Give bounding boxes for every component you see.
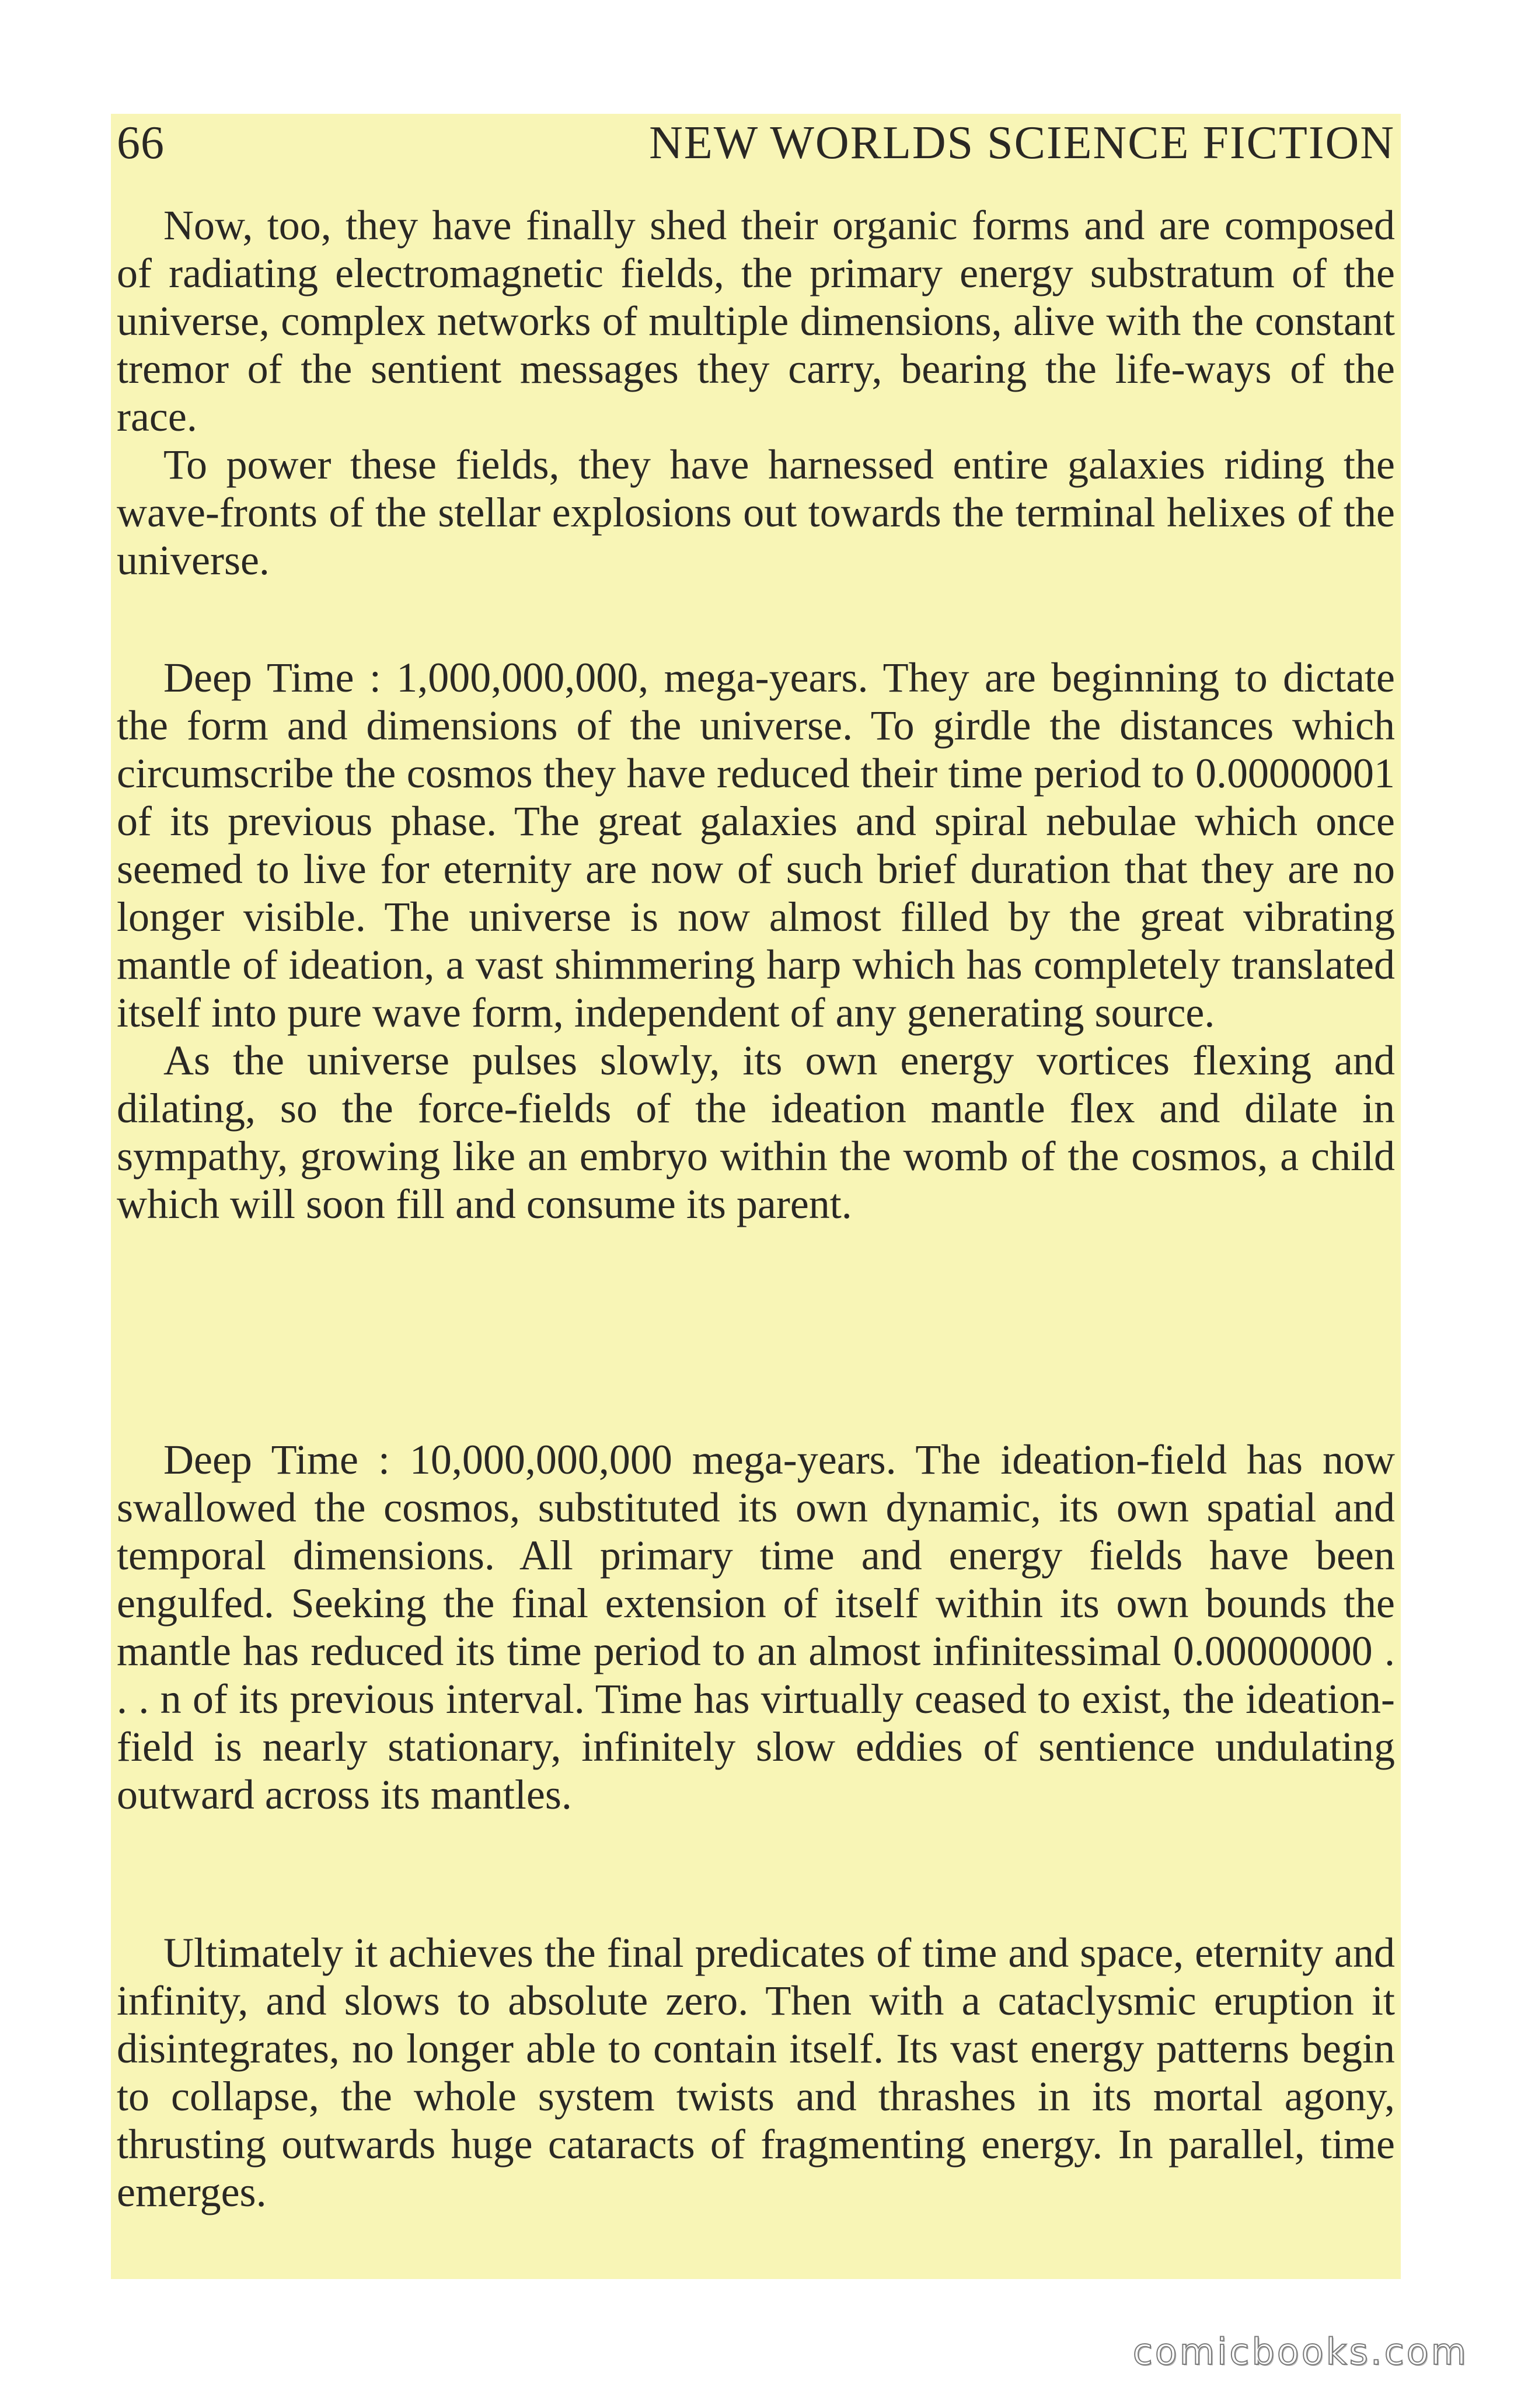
journal-title: NEW WORLDS SCIENCE FICTION (649, 117, 1395, 169)
paragraph: Now, too, they have finally shed their organic forms and are composed of radiating electromagnetic fields, the primary energy substratum of the universe, complex networks of multiple dimensions, alive with the constant tremor of the sentient messages they carry, bearing the life-ways of the race. (117, 202, 1395, 440)
running-head (117, 111, 1395, 175)
paragraph: As the universe pulses slowly, its own energy vortices flexing and dilating, so the force-fields of the ideation mantle flex and dilate in sympathy, growing like an embryo within the womb of the cosmos, a child which will soon fill and consume its parent. (117, 1037, 1395, 1227)
section-one (117, 201, 1395, 584)
watermark: comicbooks.com (1132, 2330, 1468, 2373)
paragraph: Deep Time : 10,000,000,000 mega-years. The ideation-field has now swallowed the cosmos, substituted its own dynamic, its own spatial and temporal dimensions. All primary time and energy fields have been engulfed. Seeking the final extension of itself within its own bounds the mantle has reduced its time period to an almost infinitessimal 0.00000000 . . . n of its previous interval. Time has virtually ceased to exist, the ideation-field is nearly stationary, infinitely slow eddies of sentience undulating outward across its mantles. (117, 1436, 1395, 1818)
paragraph: Ultimately it achieves the final predicates of time and space, eternity and infinity, and slows to absolute zero. Then with a cataclysmic eruption it disintegrates, no longer able to contain itself. Its vast energy patterns begin to collapse, the whole system twists and thrashes in its mortal agony, thrusting outwards huge cataracts of fragmenting energy. In parallel, time emerges. (117, 1929, 1395, 2215)
paragraph: To power these fields, they have harnessed entire galaxies riding the wave-fronts of the stellar explosions out towards the terminal helixes of the universe. (117, 441, 1395, 584)
section-three (117, 1436, 1395, 1819)
paragraph: Deep Time : 1,000,000,000, mega-years. They are beginning to dictate the form and dimensions of the universe. To girdle the distances which circumscribe the cosmos they have reduced their time period to 0.00000001 of its previous phase. The great galaxies and spiral nebulae which once seemed to live for eternity are now of such brief duration that they are no longer visible. The universe is now almost filled by the great vibrating mantle of ideation, a vast shimmering harp which has completely translated itself into pure wave form, independent of any generating source. (117, 654, 1395, 1036)
section-four (117, 1929, 1395, 2216)
section-two (117, 654, 1395, 1228)
page-number: 66 (117, 117, 165, 169)
